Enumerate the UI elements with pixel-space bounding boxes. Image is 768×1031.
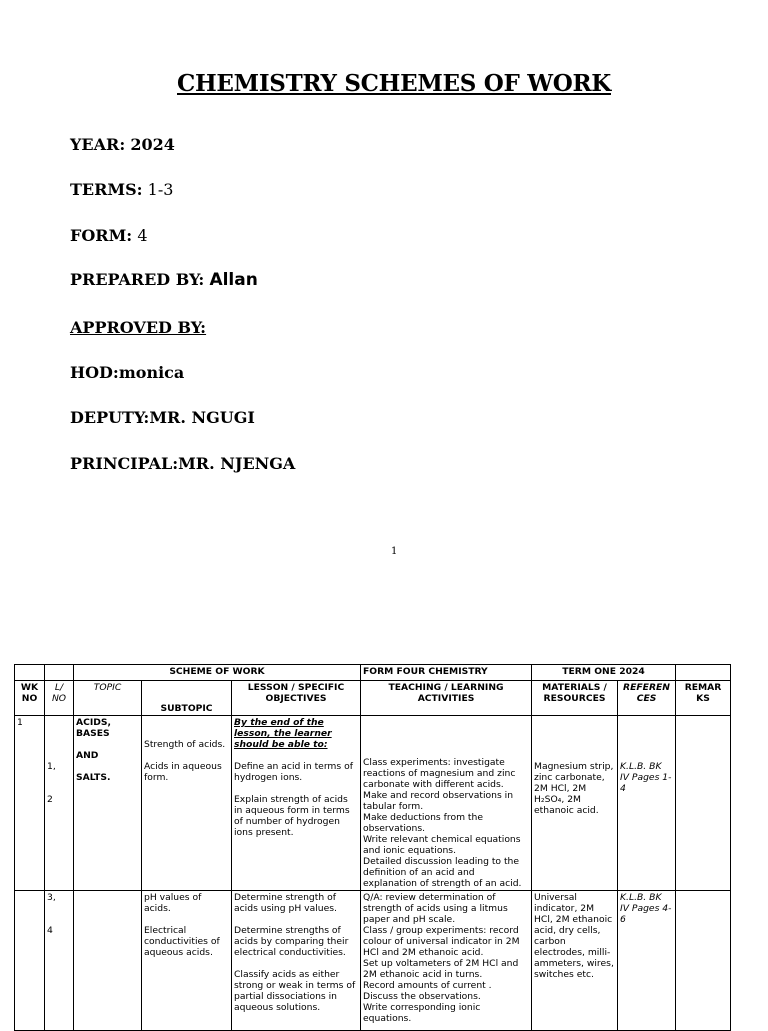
row2-remarks [676, 891, 731, 1031]
row2-references-text: K.L.B. BK IV Pages 4-6 [620, 892, 672, 925]
principal-value: MR. NJENGA [178, 454, 296, 473]
row1-references [618, 716, 676, 891]
year-label: YEAR: [70, 135, 126, 154]
principal-line [70, 454, 295, 473]
year-line [70, 135, 175, 154]
deputy-value: MR. NGUGI [149, 408, 255, 427]
prepared-line [70, 270, 258, 290]
row2-activity: Q/A: review determination of strength of acids using a litmus paper and pH scale. [363, 892, 508, 925]
row1-materials [532, 716, 618, 891]
row2-activity: Record amounts of current . [363, 980, 492, 991]
row1-topic-b: AND [76, 750, 99, 761]
form-value: 4 [137, 226, 148, 245]
terms-label: TERMS: [70, 180, 143, 199]
principal-label: PRINCIPAL: [70, 454, 179, 473]
table-banner-row [15, 665, 731, 681]
row1-lno-b: 2 [47, 794, 53, 805]
row2-topic [74, 891, 142, 1031]
row1-lno [45, 716, 74, 891]
hod-line [70, 363, 184, 382]
row2-activities [361, 891, 532, 1031]
row1-subtopic-b: Acids in aqueous form. [144, 761, 222, 783]
table-row [15, 891, 731, 1031]
header-wk: WK NO [15, 681, 45, 716]
row1-remarks [676, 716, 731, 891]
header-lno: L/ NO [45, 681, 74, 716]
row1-objectives [232, 716, 361, 891]
hod-value: monica [118, 363, 185, 382]
table-header-row [15, 681, 731, 716]
deputy-line [70, 408, 255, 427]
row2-obj-c: Classify acids as either strong or weak in terms of partial dissociations in aqueous solutions. [234, 969, 356, 1013]
row1-activity: Detailed discussion leading to the definition of an acid and explanation of strength of an acid. [363, 856, 522, 889]
row2-subtopic [142, 891, 232, 1031]
document-title: CHEMISTRY SCHEMES OF WORK [177, 70, 611, 97]
row1-subtopic [142, 716, 232, 891]
terms-value: 1-3 [147, 180, 174, 199]
row1-topic [74, 716, 142, 891]
row2-lno [45, 891, 74, 1031]
row2-references [618, 891, 676, 1031]
row1-activity: Write relevant chemical equations and ionic equations. [363, 834, 521, 856]
row1-activity: Make and record observations in tabular form. [363, 790, 514, 812]
row2-subtopic-a: pH values of acids. [144, 892, 202, 914]
header-topic: TOPIC [74, 681, 142, 716]
row2-activity: Write corresponding ionic equations. [363, 1002, 481, 1024]
row2-materials [532, 891, 618, 1031]
row1-references-text: K.L.B. BK IV Pages 1-4 [620, 761, 672, 794]
row1-topic-c: SALTS. [76, 772, 111, 783]
approved-label: APPROVED BY: [70, 318, 207, 337]
row1-obj-b: Explain strength of acids in aqueous form in terms of number of hydrogen ions present. [234, 794, 350, 838]
header-references: REFEREN CES [618, 681, 676, 716]
header-subtopic: SUBTOPIC [142, 681, 232, 716]
row2-materials-text: Universal indicator, 2M HCl, 2M ethanoic acid, dry cells, carbon electrodes, milli-ammeters, wires, switches etc. [534, 892, 614, 980]
prepared-value: Allan [209, 270, 258, 290]
row1-activity: Make deductions from the observations. [363, 812, 484, 834]
row2-objectives [232, 891, 361, 1031]
row2-activity: Class / group experiments: record colour of universal indicator in 2M HCl and 2M ethanoic acid. [363, 925, 520, 958]
banner-term: TERM ONE 2024 [532, 665, 676, 681]
row2-activity: Set up voltameters of 2M HCl and 2M ethanoic acid in turns. [363, 958, 519, 980]
banner-scheme: SCHEME OF WORK [74, 665, 361, 681]
header-activities: TEACHING / LEARNING ACTIVITIES [361, 681, 532, 716]
table-row [15, 716, 731, 891]
row1-obj-a: Define an acid in terms of hydrogen ions. [234, 761, 353, 783]
hod-label: HOD: [70, 363, 119, 382]
row1-wk: 1 [15, 716, 45, 891]
scheme-of-work-table [14, 664, 731, 1031]
row2-lno-b: 4 [47, 925, 53, 936]
prepared-label: PREPARED BY: [70, 270, 205, 289]
form-line [70, 226, 148, 245]
row1-obj-intro: By the end of the lesson, the learner should be able to: [234, 717, 332, 750]
row2-wk [15, 891, 45, 1031]
header-remarks: REMAR KS [676, 681, 731, 716]
page-number: 1 [391, 546, 398, 557]
terms-line [70, 180, 173, 199]
year-value: 2024 [130, 135, 175, 154]
row1-activities [361, 716, 532, 891]
row1-lno-a: 1, [47, 761, 56, 772]
deputy-label: DEPUTY: [70, 408, 150, 427]
row2-lno-a: 3, [47, 892, 56, 903]
row1-activity: Class experiments: investigate reactions of magnesium and zinc carbonate with different acids. [363, 757, 516, 790]
approved-line [70, 318, 206, 337]
row1-materials-text: Magnesium strip, zinc carbonate, 2M HCl, 2M H₂SO₄, 2M ethanoic acid. [534, 761, 614, 816]
row2-obj-b: Determine strengths of acids by comparing their electrical conductivities. [234, 925, 349, 958]
form-label: FORM: [70, 226, 133, 245]
row2-obj-a: Determine strength of acids using pH values. [234, 892, 337, 914]
header-objectives: LESSON / SPECIFIC OBJECTIVES [232, 681, 361, 716]
row1-topic-a: ACIDS, BASES [76, 717, 112, 739]
banner-form: FORM FOUR CHEMISTRY [361, 665, 532, 681]
row2-activity: Discuss the observations. [363, 991, 481, 1002]
header-materials: MATERIALS / RESOURCES [532, 681, 618, 716]
row1-subtopic-a: Strength of acids. [144, 739, 226, 750]
row2-subtopic-b: Electrical conductivities of aqueous acids. [144, 925, 220, 958]
